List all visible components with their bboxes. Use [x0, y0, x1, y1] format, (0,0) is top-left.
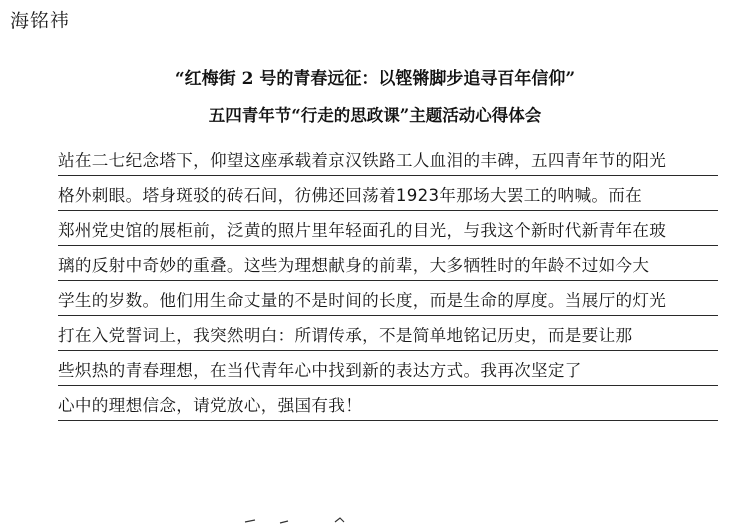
bottom-edge-marks — [240, 514, 440, 524]
handwritten-line: 格外刺眼。塔身斑驳的砖石间，彷佛还回荡着1923年那场大罢工的呐喊。而在 — [58, 186, 643, 205]
handwritten-line: 郑州党史馆的展柜前，泛黄的照片里年轻面孔的目光，与我这个新时代新青年在玻 — [58, 221, 667, 240]
handwritten-body — [58, 141, 718, 421]
ruled-line — [58, 281, 718, 316]
ruled-line — [58, 386, 718, 421]
handwritten-line: 璃的反射中奇妙的重叠。这些为理想献身的前辈，大多牺牲时的年龄不过如今大 — [58, 256, 650, 275]
ruled-line — [58, 141, 718, 176]
ruled-line — [58, 246, 718, 281]
ruled-line — [58, 176, 718, 211]
author-signature: 海铭祎 — [9, 9, 71, 33]
handwritten-line: 心中的理想信念，请党放心，强国有我！ — [58, 396, 363, 415]
handwritten-line: 学生的岁数。他们用生命丈量的不是时间的长度，而是生命的厚度。当展厅的灯光 — [58, 291, 667, 310]
essay-subtitle: 五四青年节“行走的思政课”主题活动心得体会 — [208, 106, 542, 125]
ruled-line — [58, 316, 718, 351]
handwritten-line: 站在二七纪念塔下，仰望这座承载着京汉铁路工人血泪的丰碑，五四青年节的阳光 — [58, 151, 667, 170]
handwritten-line: 打在入党誓词上，我突然明白：所谓传承，不是简单地铭记历史，而是要让那 — [58, 326, 633, 345]
ruled-line — [58, 211, 718, 246]
handwritten-line: 些炽热的青春理想，在当代青年心中找到新的表达方式。我再次坚定了 — [58, 361, 582, 380]
ruled-line — [58, 351, 718, 386]
essay-title: “红梅街 2 号的青春远征：以铿锵脚步追寻百年信仰” — [174, 69, 576, 89]
